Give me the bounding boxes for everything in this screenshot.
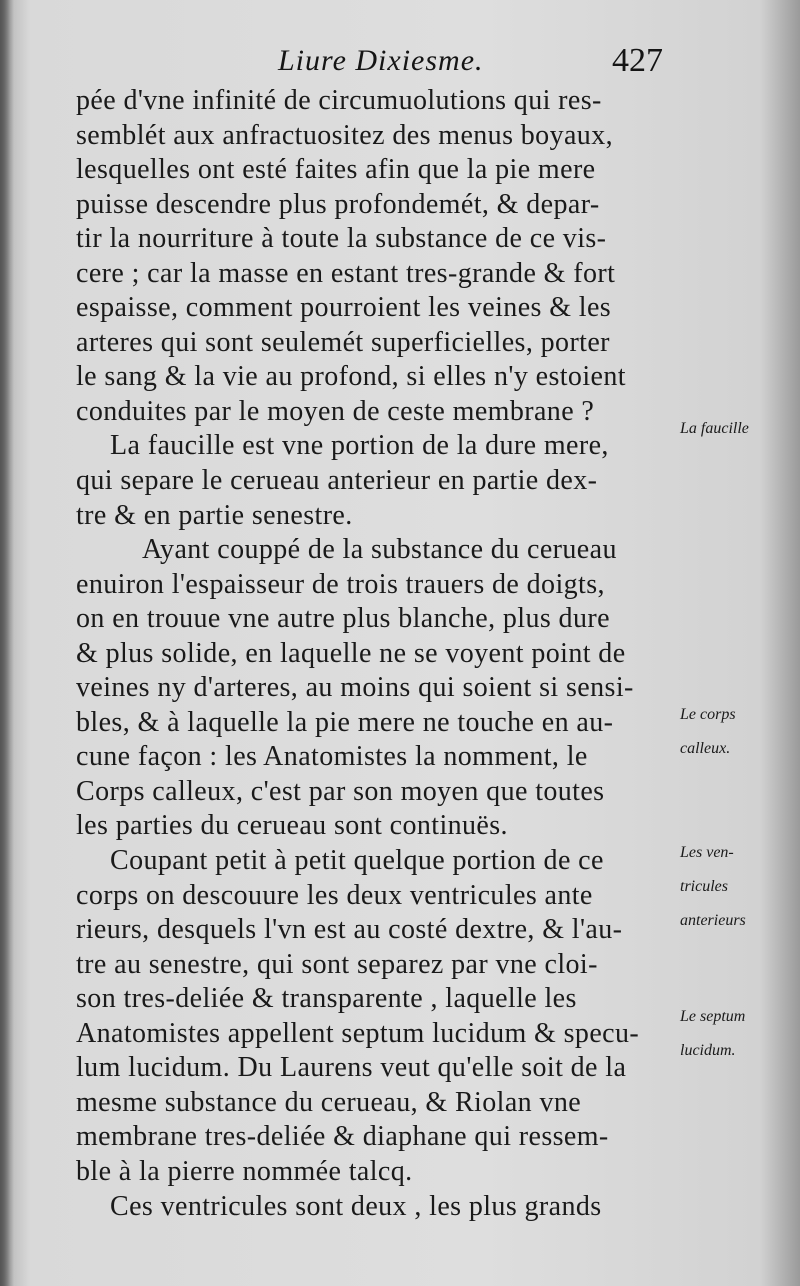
text-line: Coupant petit à petit quelque portion de ce <box>110 845 604 877</box>
margin-note-line: calleux. <box>680 740 731 757</box>
text-line: & plus solide, en laquelle ne se voyent point de <box>76 637 626 669</box>
text-line: semblét aux anfractuositez des menus boyaux, <box>76 119 613 151</box>
margin-note-septum <box>680 1000 798 1068</box>
margin-note-line: Le corps <box>680 706 736 723</box>
text-line: tre au senestre, qui sont separez par vne cloi- <box>76 948 598 980</box>
text-line: on en trouue vne autre plus blanche, plus dure <box>76 603 610 635</box>
text-line: rieurs, desquels l'vn est au costé dextre, & l'au- <box>76 914 623 946</box>
body-text <box>76 84 676 1224</box>
text-line: le sang & la vie au profond, si elles n'y estoient <box>76 361 626 393</box>
text-line: cere ; car la masse en estant tres-grande & fort <box>76 257 616 289</box>
text-line: pée d'vne infinité de circumuolutions qui res- <box>76 85 602 116</box>
margin-note-line: La faucille <box>680 420 749 437</box>
text-line: les parties du cerueau sont continuës. <box>76 810 508 842</box>
text-line: bles, & à laquelle la pie mere ne touche en au- <box>76 706 614 738</box>
text-line: puisse descendre plus profondemét, & depar- <box>76 188 600 220</box>
text-line: tir la nourriture à toute la substance de ce vis- <box>76 223 607 255</box>
text-line: membrane tres-deliée & diaphane qui ressem- <box>76 1121 609 1153</box>
margin-note-corps-calleux <box>680 698 798 766</box>
text-line: tre & en partie senestre. <box>76 499 353 531</box>
margin-note-line: Le septum <box>680 1008 746 1025</box>
margin-notes <box>680 0 798 1286</box>
spine-shadow <box>0 0 14 1286</box>
text-line: lum lucidum. Du Laurens veut qu'elle soit de la <box>76 1052 627 1084</box>
text-line: mesme substance du cerueau, & Riolan vne <box>76 1086 582 1118</box>
margin-note-faucille <box>680 412 798 446</box>
margin-note-line: Les ven- <box>680 844 734 861</box>
margin-note-line: tricules <box>680 878 728 895</box>
text-line: arteres qui sont seulemét superficielles, porter <box>76 326 610 358</box>
page-number: 427 <box>612 42 663 79</box>
text-line: son tres-deliée & transparente , laquelle les <box>76 983 577 1015</box>
margin-note-line: lucidum. <box>680 1042 736 1059</box>
text-line: lesquelles ont esté faites afin que la pie mere <box>76 154 596 186</box>
text-line: Ayant couppé de la substance du cerueau <box>142 534 617 566</box>
text-line: cune façon : les Anatomistes la nomment, le <box>76 741 588 773</box>
margin-note-ventricules <box>680 836 798 938</box>
text-line: Anatomistes appellent septum lucidum & specu- <box>76 1017 640 1049</box>
text-line: Ces ventricules sont deux , les plus grands <box>110 1190 602 1222</box>
text-line: Corps calleux, c'est par son moyen que toutes <box>76 775 605 807</box>
margin-note-line: anterieurs <box>680 912 746 929</box>
text-line: qui separe le cerueau anterieur en partie dex- <box>76 465 598 497</box>
text-line: veines ny d'arteres, au moins qui soient si sensi- <box>76 672 634 704</box>
running-title: Liure Dixiesme. <box>278 44 484 77</box>
text-line: La faucille est vne portion de la dure mere, <box>110 430 609 462</box>
text-line: enuiron l'espaisseur de trois trauers de doigts, <box>76 568 605 600</box>
text-line: espaisse, comment pourroient les veines & les <box>76 292 612 324</box>
text-line: ble à la pierre nommée talcq. <box>76 1155 413 1187</box>
text-line: conduites par le moyen de ceste membrane ? <box>76 395 595 427</box>
text-line: corps on descouure les deux ventricules ante <box>76 879 593 911</box>
